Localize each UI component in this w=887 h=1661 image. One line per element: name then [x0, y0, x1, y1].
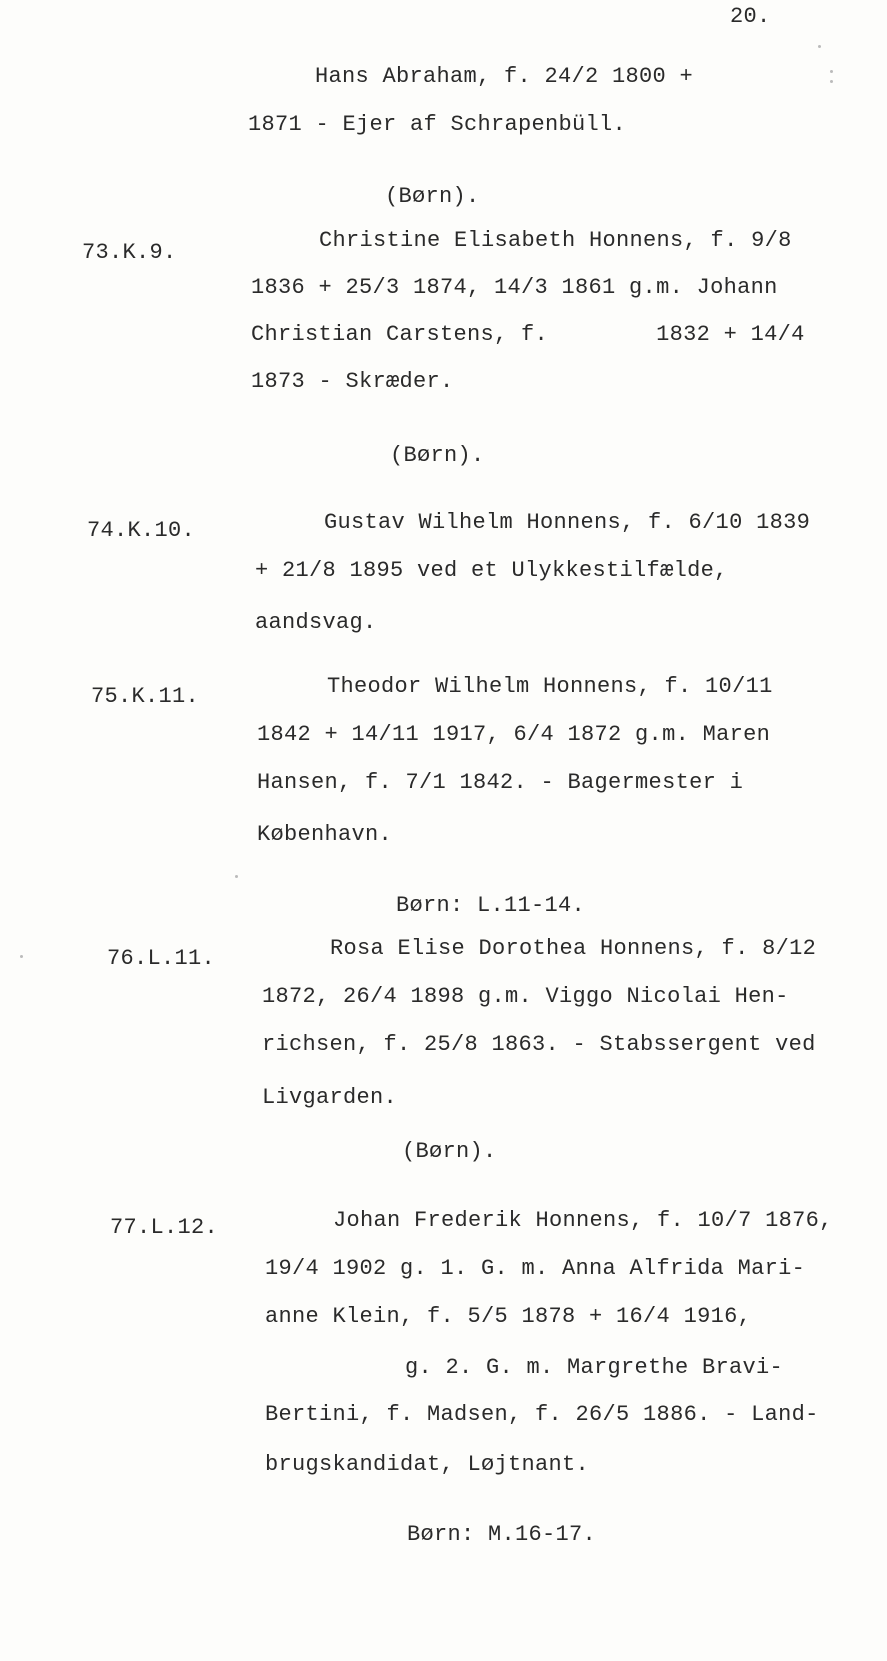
entry-73-line-4: 1873 - Skræder. [251, 369, 454, 394]
entry-75-children: Børn: L.11-14. [396, 893, 586, 918]
entry-id-73: 73.K.9. [82, 240, 177, 265]
entry-77-line-1: Johan Frederik Honnens, f. 10/7 1876, [333, 1208, 833, 1233]
entry-73-children: (Børn). [390, 443, 485, 468]
entry-75-line-4: København. [257, 822, 393, 847]
entry-76-line-4: Livgarden. [262, 1085, 398, 1110]
page-number: 20. [730, 4, 771, 29]
scan-speck [818, 45, 821, 48]
intro-line-1: Hans Abraham, f. 24/2 1800 + [315, 64, 694, 89]
entry-77-line-5: Bertini, f. Madsen, f. 26/5 1886. - Land- [265, 1402, 819, 1427]
scan-speck [20, 955, 23, 958]
entry-73-line-2: 1836 + 25/3 1874, 14/3 1861 g.m. Johann [251, 275, 778, 300]
entry-76-children: (Børn). [402, 1139, 497, 1164]
intro-line-2: 1871 - Ejer af Schrapenbüll. [248, 112, 627, 137]
entry-75-line-1: Theodor Wilhelm Honnens, f. 10/11 [327, 674, 773, 699]
entry-77-line-6: brugskandidat, Løjtnant. [265, 1452, 590, 1477]
scan-speck [830, 70, 833, 73]
entry-77-line-4: g. 2. G. m. Margrethe Bravi- [405, 1355, 784, 1380]
entry-74-line-1: Gustav Wilhelm Honnens, f. 6/10 1839 [324, 510, 811, 535]
entry-id-74: 74.K.10. [87, 518, 196, 543]
children-heading-1: (Børn). [385, 184, 480, 209]
entry-75-line-3: Hansen, f. 7/1 1842. - Bagermester i [257, 770, 744, 795]
entry-76-line-1: Rosa Elise Dorothea Honnens, f. 8/12 [330, 936, 817, 961]
entry-77-line-2: 19/4 1902 g. 1. G. m. Anna Alfrida Mari- [265, 1256, 806, 1281]
entry-73-line-3: Christian Carstens, f. 1832 + 14/4 [251, 322, 805, 347]
entry-74-line-2: + 21/8 1895 ved et Ulykkestilfælde, [255, 558, 728, 583]
entry-74-line-3: aandsvag. [255, 610, 377, 635]
entry-id-75: 75.K.11. [91, 684, 200, 709]
scan-speck [235, 875, 238, 878]
entry-77-children: Børn: M.16-17. [407, 1522, 597, 1547]
entry-76-line-2: 1872, 26/4 1898 g.m. Viggo Nicolai Hen- [262, 984, 789, 1009]
entry-73-line-1: Christine Elisabeth Honnens, f. 9/8 [319, 228, 792, 253]
entry-75-line-2: 1842 + 14/11 1917, 6/4 1872 g.m. Maren [257, 722, 771, 747]
entry-id-76: 76.L.11. [107, 946, 216, 971]
entry-id-77: 77.L.12. [110, 1215, 219, 1240]
entry-77-line-3: anne Klein, f. 5/5 1878 + 16/4 1916, [265, 1304, 752, 1329]
entry-76-line-3: richsen, f. 25/8 1863. - Stabssergent ved [262, 1032, 816, 1057]
scan-speck [830, 80, 833, 83]
